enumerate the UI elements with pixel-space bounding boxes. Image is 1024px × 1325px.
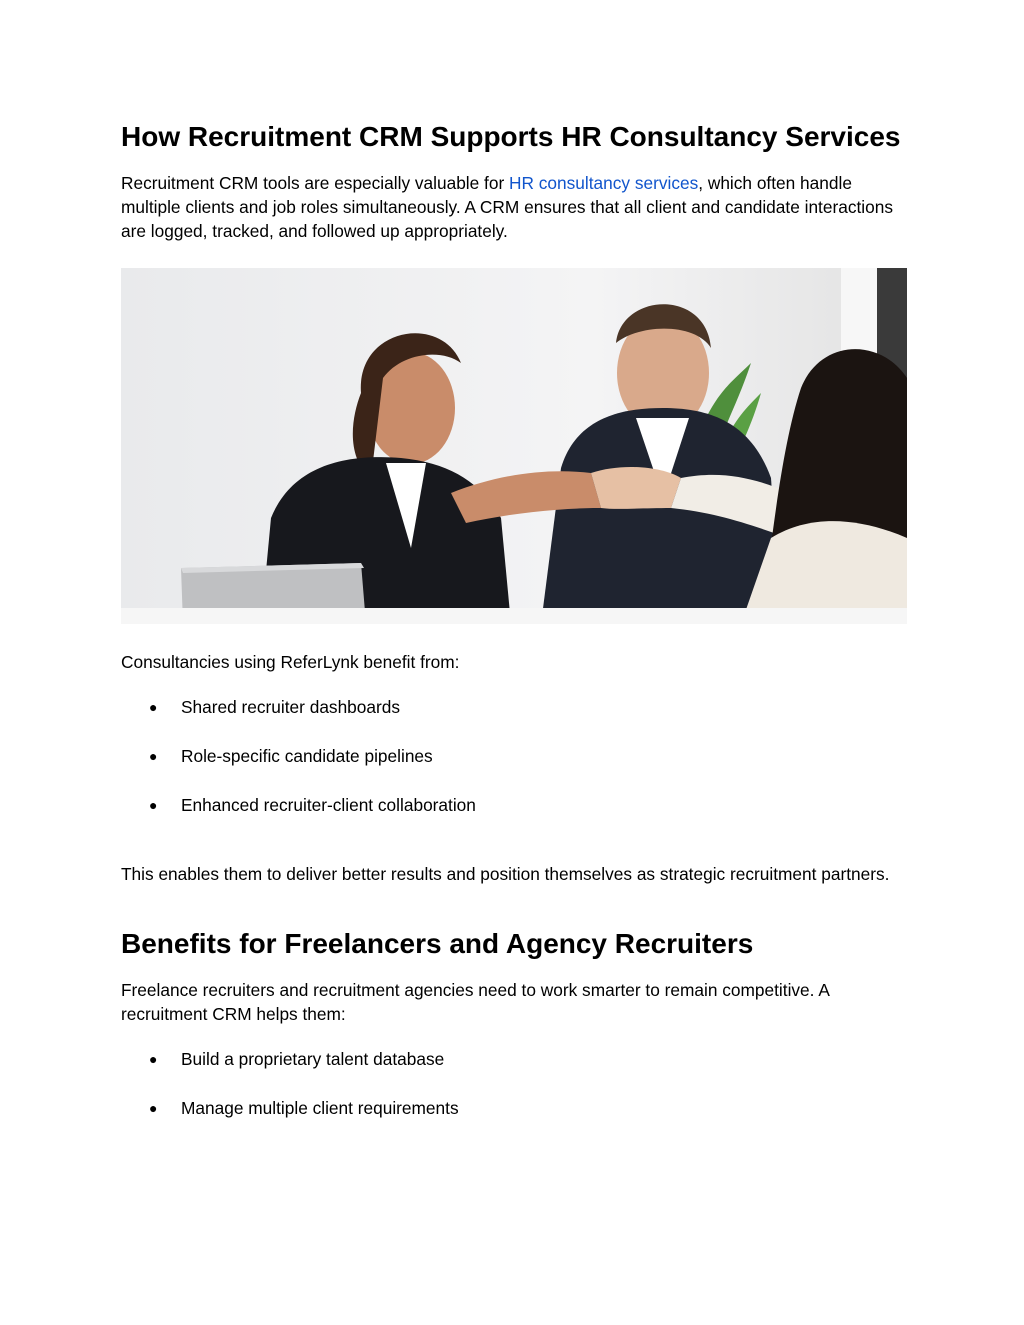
section-heading-hr-consultancy: How Recruitment CRM Supports HR Consultancy Services bbox=[121, 121, 901, 152]
intro-text-start: Recruitment CRM tools are especially valuable for bbox=[121, 173, 510, 193]
list-item: ● Manage multiple client requirements bbox=[149, 1098, 459, 1118]
freelancers-intro-paragraph: Freelance recruiters and recruitment agencies need to work smarter to remain competitive. A recruitment CRM helps them: bbox=[121, 980, 829, 1024]
list-item: ● Enhanced recruiter-client collaboration bbox=[149, 795, 476, 815]
list-item: ● Build a proprietary talent database bbox=[149, 1049, 445, 1069]
bullet-icon: ● bbox=[149, 797, 158, 813]
consultancy-benefits-list bbox=[121, 695, 907, 817]
bullet-icon: ● bbox=[149, 699, 158, 715]
hr-consultancy-link[interactable]: HR consultancy services bbox=[509, 173, 699, 193]
section-heading-freelancers: Benefits for Freelancers and Agency Recruiters bbox=[121, 928, 754, 959]
freelancer-benefits-list bbox=[121, 1047, 907, 1120]
list-item: ● Role-specific candidate pipelines bbox=[149, 746, 433, 766]
list-item: ● Shared recruiter dashboards bbox=[149, 697, 401, 717]
intro-text-end: , which often handle multiple clients and job roles simultaneously. A CRM ensures that all client and candidate interactions are logged, tracked, and followed up appropriately. bbox=[121, 173, 893, 241]
intro-paragraph bbox=[121, 171, 907, 243]
bullet-icon: ● bbox=[149, 1100, 158, 1116]
closing-paragraph: This enables them to deliver better results and position themselves as strategic recruitment partners. bbox=[121, 864, 890, 884]
handshake-meeting-photo bbox=[121, 268, 907, 624]
benefits-lead-in: Consultancies using ReferLynk benefit from: bbox=[121, 652, 460, 672]
bullet-icon: ● bbox=[149, 748, 158, 764]
bullet-icon: ● bbox=[149, 1051, 158, 1067]
document-page bbox=[121, 118, 907, 1120]
